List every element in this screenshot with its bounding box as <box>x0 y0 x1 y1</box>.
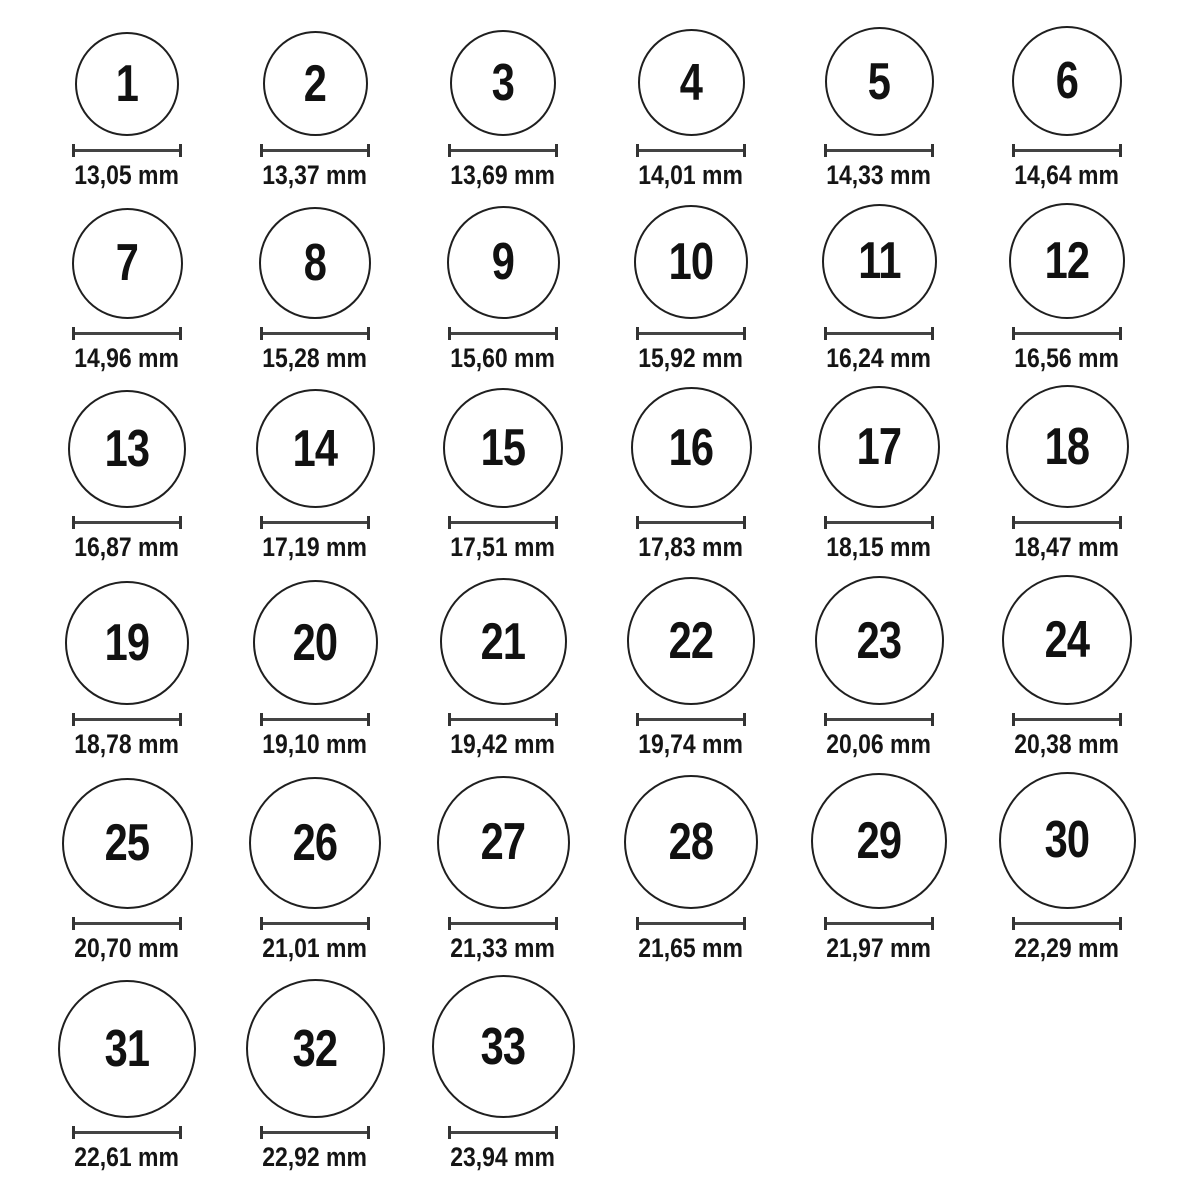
diameter-label: 21,97 mm <box>826 932 932 963</box>
ring-size-number: 13 <box>104 420 150 479</box>
diameter-measure-line <box>636 327 746 340</box>
ring-circle <box>249 777 381 909</box>
diameter-label: 20,06 mm <box>826 729 932 760</box>
ring-size-number: 30 <box>1044 811 1090 870</box>
ring-size-cell <box>221 979 409 1173</box>
ring-circle <box>440 578 567 705</box>
diameter-measure-line <box>824 713 934 726</box>
measure-bar <box>263 332 367 335</box>
ring-circle <box>815 576 944 705</box>
ring-size-number: 24 <box>1044 611 1090 670</box>
diameter-measure-line <box>72 327 182 340</box>
ring-size-cell <box>785 27 973 191</box>
ring-circle <box>65 581 189 705</box>
ring-circle <box>75 32 179 136</box>
diameter-measure-line <box>448 917 558 930</box>
ring-size-number: 10 <box>668 232 714 291</box>
diameter-measure-line <box>448 144 558 157</box>
diameter-measure-line <box>260 917 370 930</box>
diameter-measure-line <box>824 516 934 529</box>
ring-size-number: 23 <box>856 611 902 670</box>
ring-size-cell <box>973 385 1161 563</box>
diameter-label: 14,64 mm <box>1014 160 1120 190</box>
measure-bar <box>827 332 931 335</box>
chart-row-1 <box>33 26 1200 191</box>
ring-size-cell <box>409 30 597 191</box>
ring-size-cell <box>33 778 221 964</box>
ring-size-cell <box>597 387 785 563</box>
ring-size-number: 14 <box>292 419 338 478</box>
diameter-label: 19,42 mm <box>450 729 556 760</box>
ring-circle <box>253 580 378 705</box>
ring-size-number: 4 <box>679 53 703 112</box>
diameter-label: 14,33 mm <box>826 160 932 190</box>
ring-size-cell <box>221 389 409 563</box>
ring-circle <box>624 775 758 909</box>
diameter-measure-line <box>260 516 370 529</box>
ring-size-number: 7 <box>115 234 139 293</box>
ring-circle <box>1012 26 1122 136</box>
chart-row-4 <box>33 575 1200 760</box>
diameter-label: 15,92 mm <box>638 342 744 373</box>
ring-size-cell <box>33 980 221 1173</box>
diameter-measure-line <box>1012 327 1122 340</box>
diameter-measure-line <box>72 713 182 726</box>
ring-size-cell <box>785 386 973 563</box>
diameter-measure-line <box>1012 516 1122 529</box>
diameter-label: 18,47 mm <box>1014 532 1120 563</box>
ring-circle <box>634 205 748 319</box>
diameter-measure-line <box>260 144 370 157</box>
ring-size-cell <box>597 29 785 191</box>
ring-circle <box>1006 385 1129 508</box>
measure-bar <box>263 521 367 524</box>
diameter-measure-line <box>636 713 746 726</box>
diameter-label: 19,10 mm <box>262 729 368 760</box>
diameter-label: 21,33 mm <box>450 932 556 963</box>
measure-bar <box>451 718 555 721</box>
diameter-label: 22,29 mm <box>1014 932 1120 963</box>
diameter-label: 14,01 mm <box>638 160 744 190</box>
measure-bar <box>451 922 555 925</box>
measure-bar <box>639 332 743 335</box>
measure-bar <box>75 332 179 335</box>
ring-size-cell <box>221 777 409 964</box>
ring-size-number: 11 <box>857 232 901 291</box>
ring-circle <box>259 207 371 319</box>
diameter-measure-line <box>636 144 746 157</box>
ring-size-cell <box>973 26 1161 191</box>
ring-size-number: 26 <box>292 813 338 872</box>
ring-circle <box>68 390 186 508</box>
ring-size-cell <box>409 578 597 760</box>
ring-size-cell <box>409 206 597 374</box>
ring-circle <box>627 577 755 705</box>
measure-bar <box>75 718 179 721</box>
ring-size-number: 31 <box>104 1020 150 1079</box>
diameter-measure-line <box>824 144 934 157</box>
diameter-measure-line <box>824 917 934 930</box>
ring-size-number: 3 <box>491 54 515 112</box>
measure-bar <box>1015 718 1119 721</box>
diameter-label: 16,24 mm <box>826 342 932 373</box>
ring-size-cell <box>785 204 973 374</box>
ring-size-number: 27 <box>480 813 526 872</box>
ring-circle <box>811 773 947 909</box>
chart-row-2 <box>33 203 1200 374</box>
ring-size-cell <box>597 775 785 964</box>
diameter-measure-line <box>824 327 934 340</box>
ring-circle <box>631 387 752 508</box>
diameter-measure-line <box>1012 144 1122 157</box>
diameter-measure-line <box>636 917 746 930</box>
measure-bar <box>451 332 555 335</box>
ring-size-number: 17 <box>856 418 902 477</box>
ring-circle <box>58 980 196 1118</box>
measure-bar <box>263 1131 367 1134</box>
chart-row-5 <box>33 772 1200 964</box>
measure-bar <box>827 718 931 721</box>
diameter-label: 22,61 mm <box>74 1142 180 1173</box>
measure-bar <box>75 922 179 925</box>
diameter-measure-line <box>72 1126 182 1139</box>
ring-size-number: 9 <box>491 233 515 292</box>
diameter-measure-line <box>448 516 558 529</box>
chart-row-3 <box>33 385 1200 563</box>
diameter-label: 16,56 mm <box>1014 342 1120 373</box>
measure-bar <box>1015 149 1119 152</box>
diameter-measure-line <box>1012 713 1122 726</box>
ring-size-cell <box>597 205 785 374</box>
measure-bar <box>827 149 931 152</box>
ring-size-cell <box>33 208 221 374</box>
ring-size-number: 5 <box>867 52 891 111</box>
diameter-measure-line <box>72 516 182 529</box>
diameter-label: 16,87 mm <box>74 532 180 563</box>
diameter-measure-line <box>72 144 182 157</box>
ring-size-number: 15 <box>480 419 526 478</box>
ring-circle <box>825 27 934 136</box>
diameter-measure-line <box>448 327 558 340</box>
chart-row-6 <box>33 975 1200 1173</box>
ring-size-number: 29 <box>856 811 902 870</box>
ring-size-number: 32 <box>292 1019 338 1078</box>
diameter-measure-line <box>72 917 182 930</box>
ring-circle <box>263 31 368 136</box>
ring-circle <box>447 206 560 319</box>
ring-size-number: 21 <box>480 612 526 671</box>
measure-bar <box>451 149 555 152</box>
ring-circle <box>818 386 940 508</box>
ring-circle <box>1002 575 1132 705</box>
measure-bar <box>827 922 931 925</box>
diameter-measure-line <box>1012 917 1122 930</box>
diameter-measure-line <box>448 1126 558 1139</box>
diameter-label: 19,74 mm <box>638 729 744 760</box>
diameter-measure-line <box>260 327 370 340</box>
diameter-label: 17,51 mm <box>450 532 556 563</box>
ring-circle <box>638 29 745 136</box>
diameter-label: 17,83 mm <box>638 532 744 563</box>
ring-size-number: 12 <box>1044 231 1090 290</box>
diameter-label: 13,69 mm <box>450 160 556 190</box>
ring-size-number: 18 <box>1044 417 1090 476</box>
ring-size-number: 19 <box>104 614 150 673</box>
measure-bar <box>263 718 367 721</box>
ring-size-cell <box>973 203 1161 374</box>
measure-bar <box>263 922 367 925</box>
diameter-measure-line <box>260 1126 370 1139</box>
diameter-label: 18,15 mm <box>826 532 932 563</box>
ring-size-cell <box>973 575 1161 760</box>
diameter-label: 20,38 mm <box>1014 729 1120 760</box>
diameter-label: 22,92 mm <box>262 1142 368 1173</box>
ring-size-cell <box>33 390 221 563</box>
measure-bar <box>639 149 743 152</box>
ring-size-number: 28 <box>668 812 714 871</box>
measure-bar <box>1015 332 1119 335</box>
ring-size-cell <box>973 772 1161 964</box>
ring-size-cell <box>785 773 973 964</box>
measure-bar <box>827 521 931 524</box>
ring-circle <box>62 778 193 909</box>
diameter-label: 21,01 mm <box>262 932 368 963</box>
measure-bar <box>1015 922 1119 925</box>
ring-size-number: 8 <box>303 233 327 292</box>
ring-size-cell <box>409 776 597 964</box>
measure-bar <box>451 521 555 524</box>
ring-size-cell <box>33 32 221 191</box>
ring-size-number: 33 <box>480 1017 526 1076</box>
diameter-measure-line <box>636 516 746 529</box>
diameter-label: 15,60 mm <box>450 342 556 373</box>
measure-bar <box>1015 521 1119 524</box>
measure-bar <box>75 149 179 152</box>
ring-circle <box>437 776 570 909</box>
diameter-label: 15,28 mm <box>262 342 368 373</box>
diameter-label: 21,65 mm <box>638 932 744 963</box>
diameter-label: 17,19 mm <box>262 532 368 563</box>
measure-bar <box>639 718 743 721</box>
ring-size-number: 6 <box>1055 52 1079 110</box>
diameter-label: 23,94 mm <box>450 1142 556 1173</box>
ring-size-cell <box>221 580 409 760</box>
ring-size-number: 16 <box>668 418 714 477</box>
ring-circle <box>822 204 937 319</box>
ring-circle <box>72 208 183 319</box>
diameter-measure-line <box>448 713 558 726</box>
diameter-label: 14,96 mm <box>74 342 180 373</box>
ring-size-number: 25 <box>104 814 150 873</box>
measure-bar <box>75 1131 179 1134</box>
diameter-label: 18,78 mm <box>74 729 180 760</box>
ring-circle <box>246 979 385 1118</box>
ring-circle <box>432 975 575 1118</box>
ring-size-cell <box>597 577 785 760</box>
ring-size-cell <box>33 581 221 760</box>
diameter-measure-line <box>260 713 370 726</box>
measure-bar <box>639 922 743 925</box>
ring-circle <box>1009 203 1125 319</box>
measure-bar <box>639 521 743 524</box>
ring-size-number: 1 <box>115 55 139 113</box>
ring-size-cell <box>221 207 409 374</box>
ring-circle <box>450 30 556 136</box>
measure-bar <box>263 149 367 152</box>
diameter-label: 20,70 mm <box>74 932 180 963</box>
ring-size-cell <box>409 975 597 1173</box>
diameter-label: 13,05 mm <box>74 160 180 190</box>
ring-size-cell <box>785 576 973 760</box>
measure-bar <box>75 521 179 524</box>
ring-circle <box>256 389 375 508</box>
ring-size-cell <box>221 31 409 191</box>
ring-size-cell <box>409 388 597 563</box>
ring-size-number: 22 <box>668 612 714 671</box>
diameter-label: 13,37 mm <box>262 160 368 190</box>
measure-bar <box>451 1131 555 1134</box>
ring-circle <box>443 388 563 508</box>
ring-size-number: 20 <box>292 613 338 672</box>
ring-size-number: 2 <box>303 54 327 113</box>
ring-circle <box>999 772 1136 909</box>
